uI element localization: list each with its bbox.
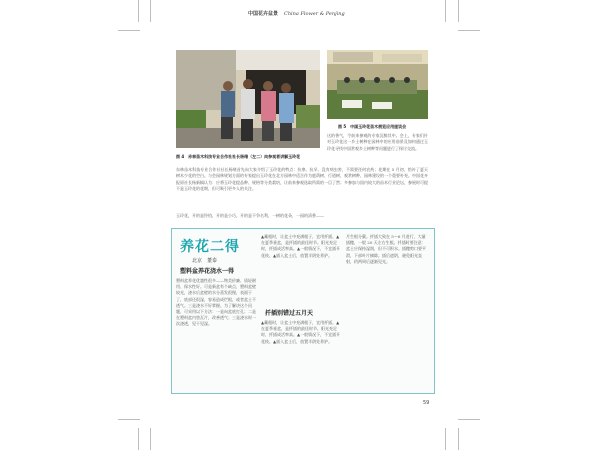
crop-mark [445,428,446,450]
header-magazine: China Flower & Penjing [284,11,345,17]
article-paragraph: 玉玲花，开的是铃铛，开的是小巧，开的是不争名利，一树的花朵，一园的清香—— [176,213,324,218]
crop-mark [150,428,151,450]
figure-caption: 图 5 中国玉玲花苗木展览应用座谈会 [338,124,407,129]
crop-mark [445,0,446,22]
article-paragraph: 东林苗木科技专业合作社社长杨绪首先向大家介绍了玉玲花的特点：抗寒、抗旱，没有病虫害，不需要任何农药；花期在 5 月初，恰补了夏天树木少花的空白。与会园林规划方面的专家提出玉玲花在北方园林中适合作为庭荫树、行道树、观赏树种、园林建设的一个重要补充。中国花卉报原社长杨新稿认为：应将玉玲花提品种、规格等分类栽培，让前来参观选取所需的一目了然；多参加与国内较大的苗木行业论坛，参展时可提不是玉玲花的花期，但可吸引更多人的关注。 [176,167,428,192]
header-section: 中国花卉盆景 [248,11,279,17]
crop-mark [458,428,459,450]
text-column: 塑料盆养花优越性很多——物美价廉、质轻耐用、保水性好。可是新盆有个缺点，塑料盆壁较光，浇水后盆壁的水分蒸发很慢，表面干了，底部还很湿，容易造成烂根，或者盆土不透气。三是浇水不好掌握。为了解决这个问题，可采用以下方法：一是向盆底打孔；二是在塑料盆内垫瓦片，改善透气；三是浇水时一次浇透，见干见湿。 [176,278,256,327]
article-paragraph: 这的香气，令前来参观的专家沉醉其中。会上，专家们针对玉玲花这一乡土树种在园林中的应用前景及如何通过玉玲花寻找中国赏观乡土树种等问题进行了探讨交流。 [327,133,428,151]
text-column: ▲藏根时，让盆土中充满根子，宜用扦插。▲在夏季垂盆，是扦插的最佳时节。阳光充足时，扦插成活率高。▲一般情况下，不宜插开花枝。▲插入盆土后，放置半阴处养护。 [261,234,341,258]
photo-visit [176,50,320,148]
figure-caption: 图 4 赤林苗木科技专业合作社社长杨绪（左二）向参观者讲解玉玲花 [176,154,301,159]
page-number: 59 [423,400,430,406]
crop-mark [138,0,139,22]
running-header [248,10,345,17]
crop-mark [458,0,459,22]
crop-mark [458,30,480,31]
photo-meeting [327,50,428,119]
crop-mark [138,428,139,450]
crop-mark [458,419,480,420]
crop-mark [150,0,151,22]
text-column: 月生根分蘖。扦插大致在 5～6 月进行，大量插穗，一般 20 天左右生根。扦插时要注意：盆土应保持湿润，但不可积水。插穗剪口要平滑，下部叶片摘除。插后遮阴，避免阳光直射，约两周后逐渐见光。 [346,234,426,264]
subheading: 扦插别错过五月天 [265,310,314,317]
subheading: 塑料盆养花浇水一得 [180,268,235,275]
crop-mark [118,419,140,420]
author-byline: 北京 董泰 [192,258,218,264]
crop-mark [118,30,140,31]
text-column: ▲藏根时，让盆土中充满根子，宜用扦插。▲在夏季垂盆，是扦插的最佳时节。阳光充足时，扦插成活率高。▲一般情况下，不宜插开花枝。▲插入盆土后，放置半阴处养护。 [261,320,341,344]
column-title: 养花二得 [180,239,240,255]
